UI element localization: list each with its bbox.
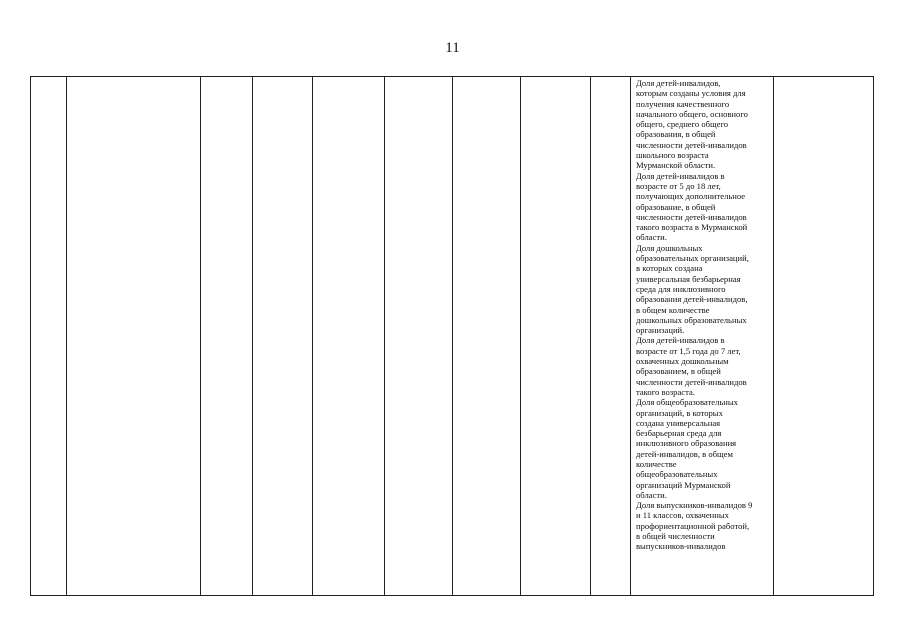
table-cell-volume-2 (453, 77, 521, 596)
table-cell-volume-3 (521, 77, 591, 596)
indicator-item: Доля выпускников-инвалидов 9 и 11 классов, охваченных профориентационной работой, в общей численности выпускников-инвалидов (636, 500, 753, 552)
indicator-item: Доля детей-инвалидов в возрасте от 5 до 18 лет, получающих дополнительное образование, в общей численности детей-инвалидов такого возраста в Мурманской области. (636, 170, 748, 243)
indicator-item: Доля детей-инвалидов в возрасте от 1,5 года до 7 лет, охваченных дошкольным образованием, в общей численности детей-инвалидов такого возраста. (636, 335, 747, 397)
table-cell-executor (253, 77, 313, 596)
table-row (31, 77, 874, 596)
table-cell-target-value (774, 77, 874, 596)
table-cell-volume-4 (591, 77, 631, 596)
table-cell-volume-1 (385, 77, 453, 596)
table-cell-period (201, 77, 253, 596)
indicator-item: Доля общеобразовательных организаций, в которых создана универсальная безбарьерная среда для инклюзивного образования детей-инвалидов, в общем количестве общеобразовательных организаций Мурманской области. (636, 397, 738, 500)
indicator-item: Доля дошкольных образовательных организаций, в которых создана универсальная безбарьерная среда для инклюзивного образования детей-инвалидов, в общем количестве дошкольных образовательных организаций. (636, 242, 749, 336)
program-table (30, 76, 874, 596)
table-cell-source (313, 77, 385, 596)
table-cell-number (31, 77, 67, 596)
page-number: 11 (445, 40, 460, 56)
indicator-item: Доля детей-инвалидов, которым созданы условия для получения качественного начального общего, основного общего, среднего общего образования, в общей численности детей-инвалидов школьного возраста Мурманской области. (636, 78, 748, 171)
table-cell-event (67, 77, 201, 596)
indicator-list (636, 78, 770, 552)
table-cell-indicators (631, 77, 774, 596)
